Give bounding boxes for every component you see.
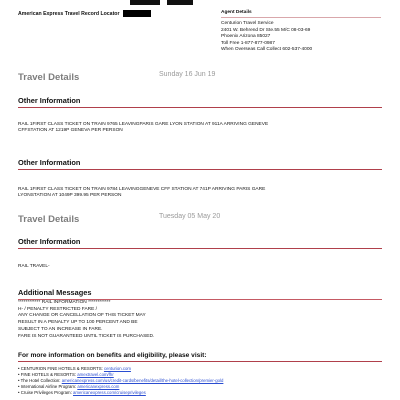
agent-line: When Overseas Call Collect 602-537-4000 xyxy=(221,47,313,53)
cruise-privileges-link[interactable]: americanexpress.com/cruiseprivileges xyxy=(73,389,146,395)
text-line: LYONSTATION AT 1049P 399.95 PER PERSON xyxy=(18,193,122,199)
list-item: • Cruise Privileges Program: americanexpress.com/cruiseprivileges xyxy=(18,389,146,395)
text-line: RAIL 1FIRST CLASS TICKET ON TRAIN 9784 LEAVINGGENEVE CFF STATION AT 741P ARRIVING PARIS GARE xyxy=(18,187,266,192)
rail-ticket-text xyxy=(18,122,382,135)
section-heading: Other Information xyxy=(18,237,382,249)
section-heading: Other Information xyxy=(18,158,382,170)
travel-details-header xyxy=(18,72,382,83)
travel-date: Tuesday 05 May 20 xyxy=(159,213,221,220)
rail-ticket-text xyxy=(18,187,382,200)
more-information-heading: For more information on benefits and eligibility, please visit: xyxy=(18,352,382,362)
hotel-collection-link[interactable]: americanexpress.com/us/credit-cards/benefits/detail/the-hotel-collection/premier-gold xyxy=(61,377,224,383)
other-information-section xyxy=(18,158,382,170)
section-heading: Additional Messages xyxy=(18,288,382,300)
rail-travel-text xyxy=(18,264,382,270)
list-item: • The Hotel Collection: americanexpress.com/us/credit-cards/benefits/detail/the-hotel-collection/premier-gold xyxy=(18,377,224,383)
agent-line: Phoenix Arizona 85027 xyxy=(221,34,271,40)
text-line: SUBJECT TO AN INCREASE IN FARE. xyxy=(18,326,103,332)
agent-line: Centurion Travel Service xyxy=(221,21,274,27)
agent-details xyxy=(221,10,381,53)
list-item: • CENTURION FINE HOTELS & RESORTS: centurion.com xyxy=(18,366,131,371)
section-heading: Other Information xyxy=(18,96,382,108)
other-information-section xyxy=(18,96,382,108)
redaction-bar xyxy=(167,0,193,5)
additional-messages-section xyxy=(18,288,382,300)
text-line: FARE IS NOT GUARANTEED UNTIL TICKET IS PURCHASED. xyxy=(18,333,155,339)
travel-date: Sunday 16 Jun 19 xyxy=(159,71,216,78)
travel-details-title: Travel Details xyxy=(18,72,80,83)
text-line: RAIL TRAVEL- xyxy=(18,264,50,269)
airline-program-link[interactable]: americanexpress.com xyxy=(77,383,120,389)
benefits-link-list xyxy=(18,366,382,396)
agent-line: 2401 W. Behrend Dr Ste.55 M/C 08-03-69 xyxy=(221,27,311,33)
list-item: • FINE HOTELS & RESORTS: amextravel.com/fhr xyxy=(18,371,114,377)
centurion-link[interactable]: centurion.com xyxy=(103,366,131,371)
agent-line: Toll Free 1-877-877-0987 xyxy=(221,40,275,46)
text-line: H- / PENALTY RESTRICTED FARE / xyxy=(18,306,97,312)
redaction-bar xyxy=(130,0,160,5)
text-line: ************ RAIL INFORMATION ************ xyxy=(18,300,111,305)
text-line: RESULT IN A PENALTY UP TO 100 PERCENT AND BE xyxy=(18,320,138,326)
fhr-link[interactable]: amextravel.com/fhr xyxy=(77,371,114,377)
additional-messages-text xyxy=(18,300,382,340)
agent-details-heading: Agent Details xyxy=(221,10,381,18)
record-locator-redaction xyxy=(123,10,151,17)
record-locator xyxy=(18,10,151,17)
list-item: • International Airline Program: americanexpress.com xyxy=(18,383,120,389)
travel-details-title: Travel Details xyxy=(18,214,80,225)
record-locator-label: American Express Travel Record Locator xyxy=(18,10,120,17)
other-information-section xyxy=(18,237,382,249)
text-line: CFFSTATION AT 1219P GENEVA PER PERSON xyxy=(18,128,123,134)
top-redaction-strip xyxy=(0,0,400,8)
text-line: RAIL 1FIRST CLASS TICKET ON TRAIN 9765 LEAVINGPARIS GARE LYON STATION AT 911A ARRIVING GENEVE xyxy=(18,122,269,127)
travel-details-header xyxy=(18,214,382,225)
text-line: ANY CHANGE OR CANCELLATION OF THIS TICKET MAY xyxy=(18,313,146,319)
